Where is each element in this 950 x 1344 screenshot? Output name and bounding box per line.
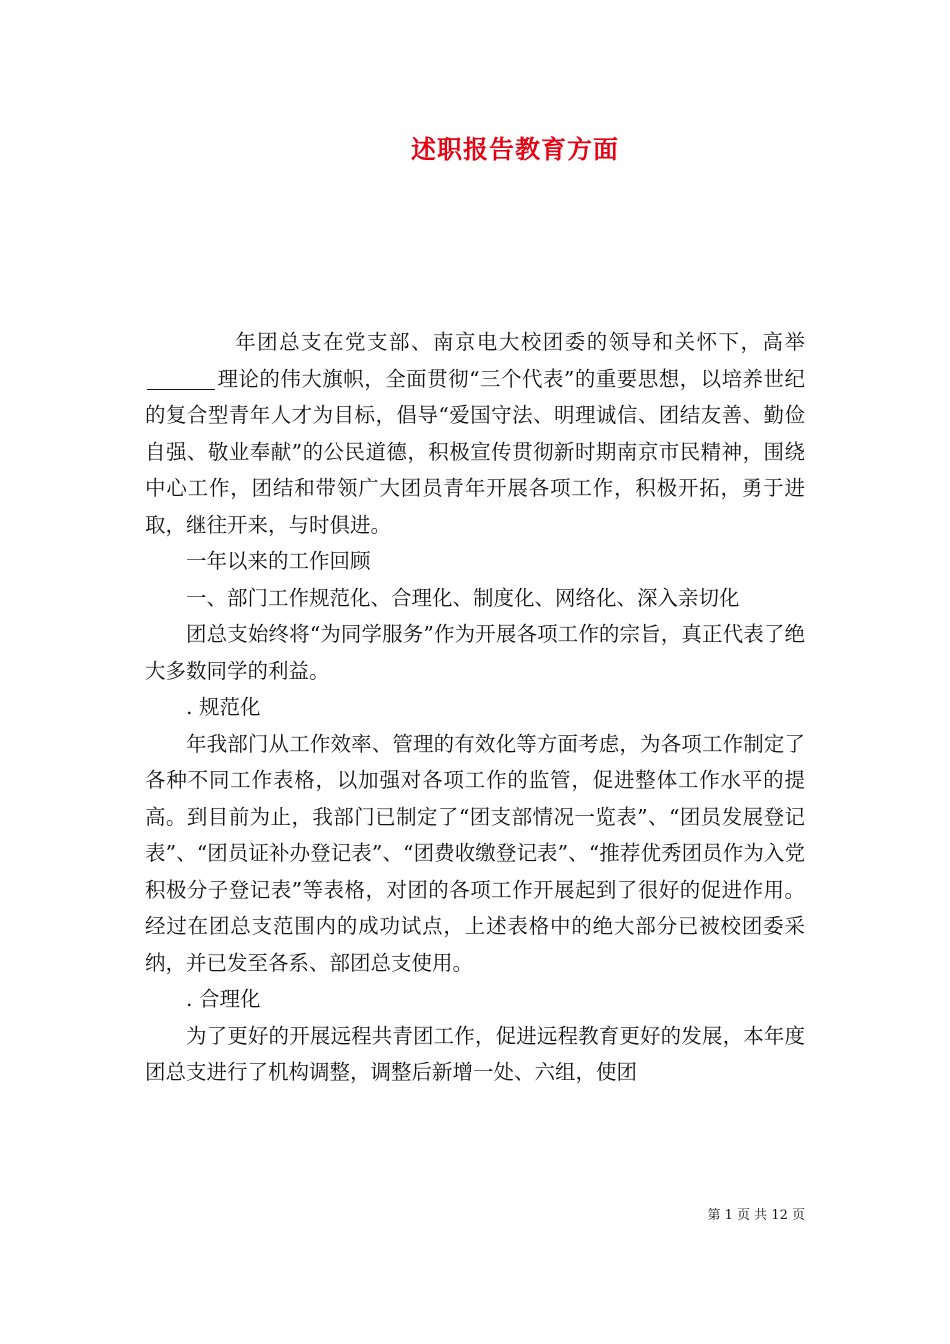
paragraph-rationalization-heading: . 合理化 <box>186 987 261 1011</box>
fill-in-blank <box>147 364 215 390</box>
paragraph-standardization-body: 年我部门从工作效率、管理的有效化等方面考虑，为各项工作制定了各种不同工作表格，以加强对各项工作的监管，促进整体工作水平的提高。到目前为止，我部门已制定了“团支部情况一览表”、“团员发展登记表”、“团员证补办登记表”、“团费收缴登记表”、“推荐优秀团员作为入党积极分子登记表”等表格，对团的各项工作开展起到了很好的促进作用。经过在团总支范围内的成功试点，上述表格中的绝大部分已被校团委采纳，并已发至各系、部团总支使用。 <box>145 731 805 975</box>
paragraph-intro-part1: 年团总支在党支部、南京电大校团委的领导和关怀下，高举 <box>235 330 805 354</box>
paragraph-review-heading: 一年以来的工作回顾 <box>186 549 371 573</box>
paragraph-intro-part2: 理论的伟大旗帜，全面贯彻“三个代表”的重要思想，以培养世纪的复合型青年人才为目标，倡导“爱国守法、明理诚信、团结友善、勤俭自强、敬业奉献”的公民道德，积极宣传贯彻新时期南京市民精神，围绕中心工作，团结和带领广大团员青年开展各项工作，积极开拓，勇于进取，继往开来，与时俱进。 <box>145 366 805 537</box>
paragraph-intro <box>145 324 805 543</box>
document-title: 述职报告教育方面 <box>410 135 619 164</box>
paragraph-rationalization-body: 为了更好的开展远程共青团工作，促进远程教育更好的发展，本年度团总支进行了机构调整，调整后新增一处、六组，使团 <box>145 1023 805 1084</box>
document-body <box>145 324 805 1091</box>
paragraph-standardization-heading: . 规范化 <box>186 695 261 719</box>
page-number-footer: 第 1 页 共 12 页 <box>707 1208 805 1223</box>
paragraph-section-one-heading: 一、部门工作规范化、合理化、制度化、网络化、深入亲切化 <box>186 585 740 610</box>
paragraph-service-purpose: 团总支始终将“为同学服务”作为开展各项工作的宗旨，真正代表了绝大多数同学的利益。 <box>145 622 805 683</box>
